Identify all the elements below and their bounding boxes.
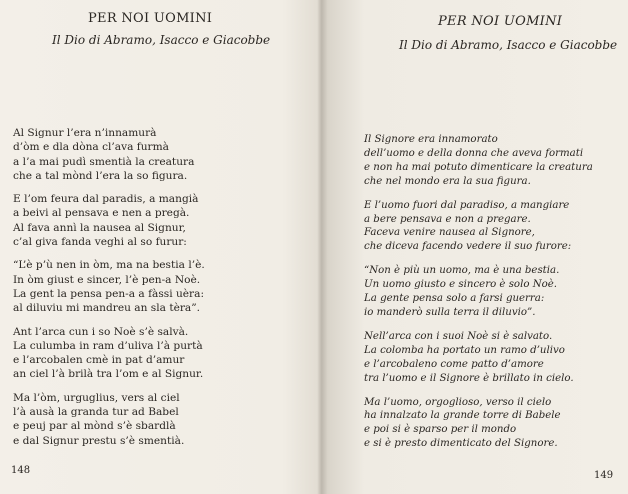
poem-line: Nell’arca con i suoi Noè si è salvato. [364,330,553,342]
poem-line: “Non è più un uomo, ma è una bestia. [364,265,560,277]
poem-line: e non ha mai potuto dimenticare la creatura [364,161,593,173]
stanza [364,396,593,452]
stanza [13,258,205,315]
poem-line: a bere pensava e non a pregare. [364,213,531,225]
poem-line: Faceva venire nausea al Signore, [364,227,535,239]
poem-line: l’à ausà la granda tur ad Babel [13,406,179,419]
poem-line: che nel mondo era la sua figura. [364,175,531,187]
poem-line: che diceva facendo vedere il suo furore: [364,241,572,253]
poem-line: a l’a mai pudì smentià la creatura [13,155,195,168]
poem-line: E l’om feura dal paradis, a mangià [13,193,199,206]
poem-line: e l’arcobalen cmè in pat d’amur [13,354,185,367]
stanza [364,330,593,386]
poem-line: La gent la pensa pen-a a fàssi uèra: [13,287,205,300]
poem-line: In òm giust e sincer, l’è pen-a Noè. [13,273,201,286]
poem-line: d’òm e dla dòna cl’ava furmà [13,141,169,154]
right-running-head: PER NOI UOMINI [438,14,563,29]
left-subtitle: Il Dio di Abramo, Isacco e Giacobbe [52,33,271,47]
right-poem [364,133,593,461]
poem-line: Al Signur l’era n’innamurà [13,127,157,139]
poem-line: Il Signore era innamorato [364,134,498,145]
stanza [364,133,593,189]
stanza [13,391,205,448]
poem-line: e peuj par al mònd s’è sbardlà [13,420,176,433]
poem-line: Ant l’arca cun i so Noè s’è salvà. [13,325,189,338]
poem-line: tra l’uomo e il Signore è brillato in cielo. [364,372,574,384]
poem-line: Ma l’uomo, orgoglioso, verso il cielo [364,396,552,408]
right-page-number: 149 [594,470,614,481]
poem-line: an ciel l’à brilà tra l’om e al Signur. [13,368,204,381]
right-subtitle: Il Dio di Abramo, Isacco e Giacobbe [399,38,618,52]
poem-line: Un uomo giusto e sincero è solo Noè. [364,279,558,291]
right-page [322,0,628,494]
poem-line: Ma l’òm, urguglius, vers al ciel [13,391,180,404]
poem-line: e si è presto dimenticato del Signore. [364,438,558,450]
poem-line: La culumba in ram d’uliva l’à purtà [13,339,203,352]
left-page-number: 148 [11,465,31,476]
poem-line: e poi si è sparso per il mondo [364,424,517,436]
poem-line: Al fava annì la nausea al Signur, [13,221,186,234]
stanza [13,325,205,382]
stanza [364,264,593,320]
poem-line: E l’uomo fuori dal paradiso, a mangiare [364,199,570,211]
poem-line: al diluviu mi mandreu an sla tèra”. [13,302,201,315]
poem-line: a beivi al pensava e nen a pregà. [13,207,190,220]
stanza [364,199,593,255]
poem-line: che a tal mònd l’era la so figura. [13,169,188,182]
poem-line: “L’è p’ù nen in òm, ma na bestia l’è. [13,259,205,272]
stanza [13,192,205,249]
left-poem [13,126,205,457]
stanza [13,126,205,183]
poem-line: io manderò sulla terra il diluvio”. [364,306,536,318]
poem-line: La colomba ha portato un ramo d’ulivo [364,344,565,356]
left-running-head: PER NOI UOMINI [88,11,213,26]
poem-line: ha innalzato la grande torre di Babele [364,410,561,422]
poem-line: La gente pensa solo a farsi guerra: [364,293,545,305]
poem-line: e dal Signur prestu s’è smentià. [13,434,185,447]
poem-line: dell’uomo e della donna che aveva formati [364,147,584,159]
poem-line: e l’arcobaleno come patto d’amore [364,358,544,370]
poem-line: c’al giva fanda veghi al so furur: [13,236,187,249]
